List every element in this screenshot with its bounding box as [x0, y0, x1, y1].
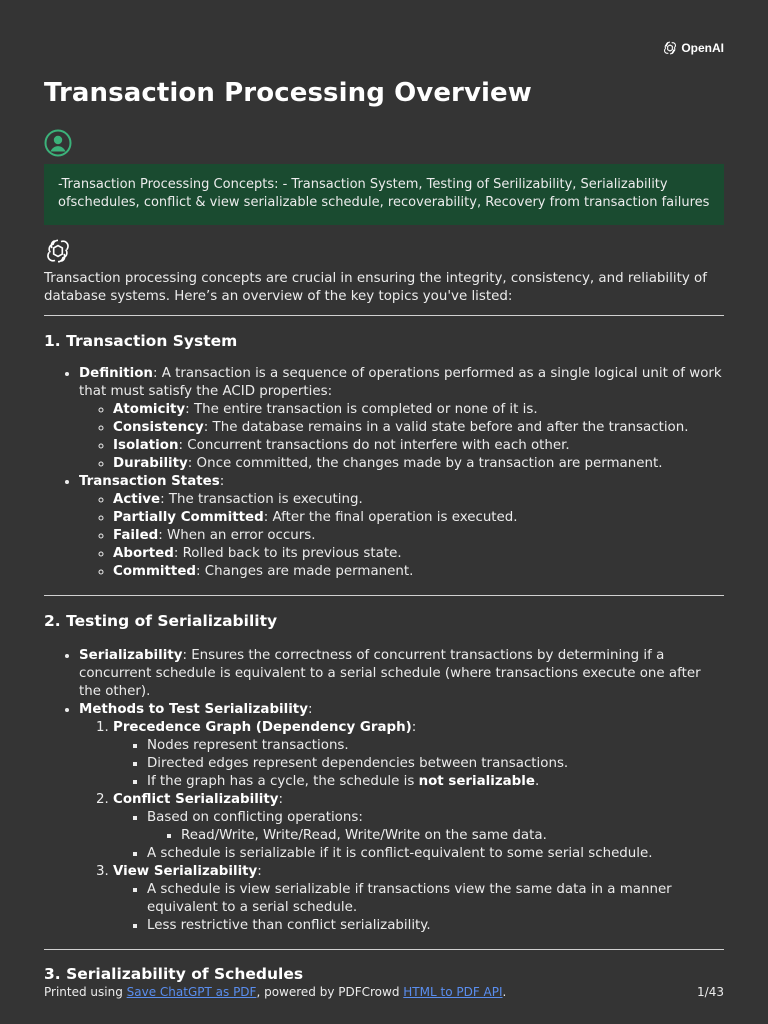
section-heading-testing-serializability: 2. Testing of Serializability — [44, 612, 278, 630]
list-acid — [79, 401, 724, 473]
chatgpt-logo-icon — [44, 237, 72, 265]
section-heading-transaction-system: 1. Transaction System — [44, 332, 238, 350]
divider — [44, 949, 724, 950]
list-item: 2. Conflict Serializability: ▪ Based on conflicting operations: ▪ Read/Write, Write/Read, Write/Write on the same data. ▪ A schedule is serializable if it is conflict-equivalent to some serial schedule. — [113, 791, 724, 863]
list-item: ▪ A schedule is serializable if it is conflict-equivalent to some serial schedule. — [147, 845, 724, 863]
html-to-pdf-api-link[interactable]: HTML to PDF API — [403, 985, 503, 999]
list-item: ▪ Read/Write, Write/Read, Write/Write on the same data. — [181, 827, 724, 845]
list-item: ◦ Consistency: The database remains in a valid state before and after the transaction. — [113, 419, 724, 437]
list-transaction-system — [44, 365, 724, 581]
list-item: ▪ Less restrictive than conflict serializability. — [147, 917, 724, 935]
list-item: ◦ Isolation: Concurrent transactions do not interfere with each other. — [113, 437, 724, 455]
list-item: ▪ Directed edges represent dependencies between transactions. — [147, 755, 724, 773]
brand — [662, 40, 724, 56]
user-prompt-box: -Transaction Processing Concepts: - Transaction System, Testing of Serilizability, Serializability ofschedules, conflict & view serializable schedule, recoverability, Recovery from transaction failures — [44, 164, 724, 225]
footer-credit: Printed using Save ChatGPT as PDF, powered by PDFCrowd HTML to PDF API. — [44, 985, 507, 999]
user-avatar-icon — [44, 129, 72, 157]
list-item: ▪ If the graph has a cycle, the schedule is not serializable. — [147, 773, 724, 791]
page-number: 1/43 — [697, 985, 724, 999]
openai-logo-icon — [662, 40, 678, 56]
list-states — [79, 491, 724, 581]
list-methods — [79, 719, 724, 935]
list-item: ◦ Atomicity: The entire transaction is completed or none of it is. — [113, 401, 724, 419]
response-content — [44, 270, 724, 983]
section-heading-serializability-schedules: 3. Serializability of Schedules — [44, 965, 304, 983]
divider — [44, 315, 724, 316]
page — [44, 0, 724, 1024]
page-title: Transaction Processing Overview — [44, 78, 532, 108]
brand-label: OpenAI — [681, 41, 724, 55]
divider — [44, 595, 724, 596]
list-item: • Transaction States: ◦ Active: The transaction is executing. ◦ Partially Committed: After the final operation is executed. ◦ Failed: When an error occurs. ◦ Aborted: Rolled back to its previous state. ◦ Committed: Changes are made permanent. — [79, 473, 724, 581]
list-item: ▪ A schedule is view serializable if transactions view the same data in a manner equivalent to a serial schedule. — [147, 881, 724, 917]
list-item: ▪ Based on conflicting operations: ▪ Read/Write, Write/Read, Write/Write on the same data. — [147, 809, 724, 845]
list-item: ◦ Failed: When an error occurs. — [113, 527, 724, 545]
list-testing-serializability — [44, 647, 724, 935]
list-item: 3. View Serializability: ▪ A schedule is view serializable if transactions view the same data in a manner equivalent to a serial schedule. ▪ Less restrictive than conflict serializability. — [113, 863, 724, 935]
list-item: • Methods to Test Serializability: 1. Precedence Graph (Dependency Graph): ▪ Nodes represent transactions. ▪ Directed edges represent dependencies between transactions. ▪ If the graph has a cycle, the schedule is not serializable. 2. Conflict Serializability: ▪ Based on conflicting operations: ▪ Read/Write, Write/Read, Write/Write on the same data. ▪ A schedule is serializable if it is conflict-equivalent to some serial schedule. 3. View Serializability: ▪ A schedule is view serializable if transactions view the same data in a manner equivalent to a serial schedule. ▪ Less restrictive than conflict serializability. — [79, 701, 724, 935]
list-item: • Serializability: Ensures the correctness of concurrent transactions by determining if a concurrent schedule is equivalent to a serial schedule (where transactions execute one after the other). — [79, 647, 724, 701]
save-chatgpt-pdf-link[interactable]: Save ChatGPT as PDF — [126, 985, 257, 999]
list-item: 1. Precedence Graph (Dependency Graph): ▪ Nodes represent transactions. ▪ Directed edges represent dependencies between transactions. ▪ If the graph has a cycle, the schedule is not serializable. — [113, 719, 724, 791]
list-item: ◦ Partially Committed: After the final operation is executed. — [113, 509, 724, 527]
page-footer — [44, 985, 724, 999]
list-item: • Definition: A transaction is a sequence of operations performed as a single logical unit of work that must satisfy the ACID properties: ◦ Atomicity: The entire transaction is completed or none of it is. ◦ Consistency: The database remains in a valid state before and after the transaction. ◦ Isolation: Concurrent transactions do not interfere with each other. ◦ Durability: Once committed, the changes made by a transaction are permanent. — [79, 365, 724, 473]
list-item: ◦ Committed: Changes are made permanent. — [113, 563, 724, 581]
list-item: ◦ Active: The transaction is executing. — [113, 491, 724, 509]
list-item: ▪ Nodes represent transactions. — [147, 737, 724, 755]
list-item: ◦ Durability: Once committed, the changes made by a transaction are permanent. — [113, 455, 724, 473]
list-item: ◦ Aborted: Rolled back to its previous state. — [113, 545, 724, 563]
intro-paragraph: Transaction processing concepts are crucial in ensuring the integrity, consistency, and reliability of database systems. Here’s an overview of the key topics you've listed: — [44, 271, 707, 304]
